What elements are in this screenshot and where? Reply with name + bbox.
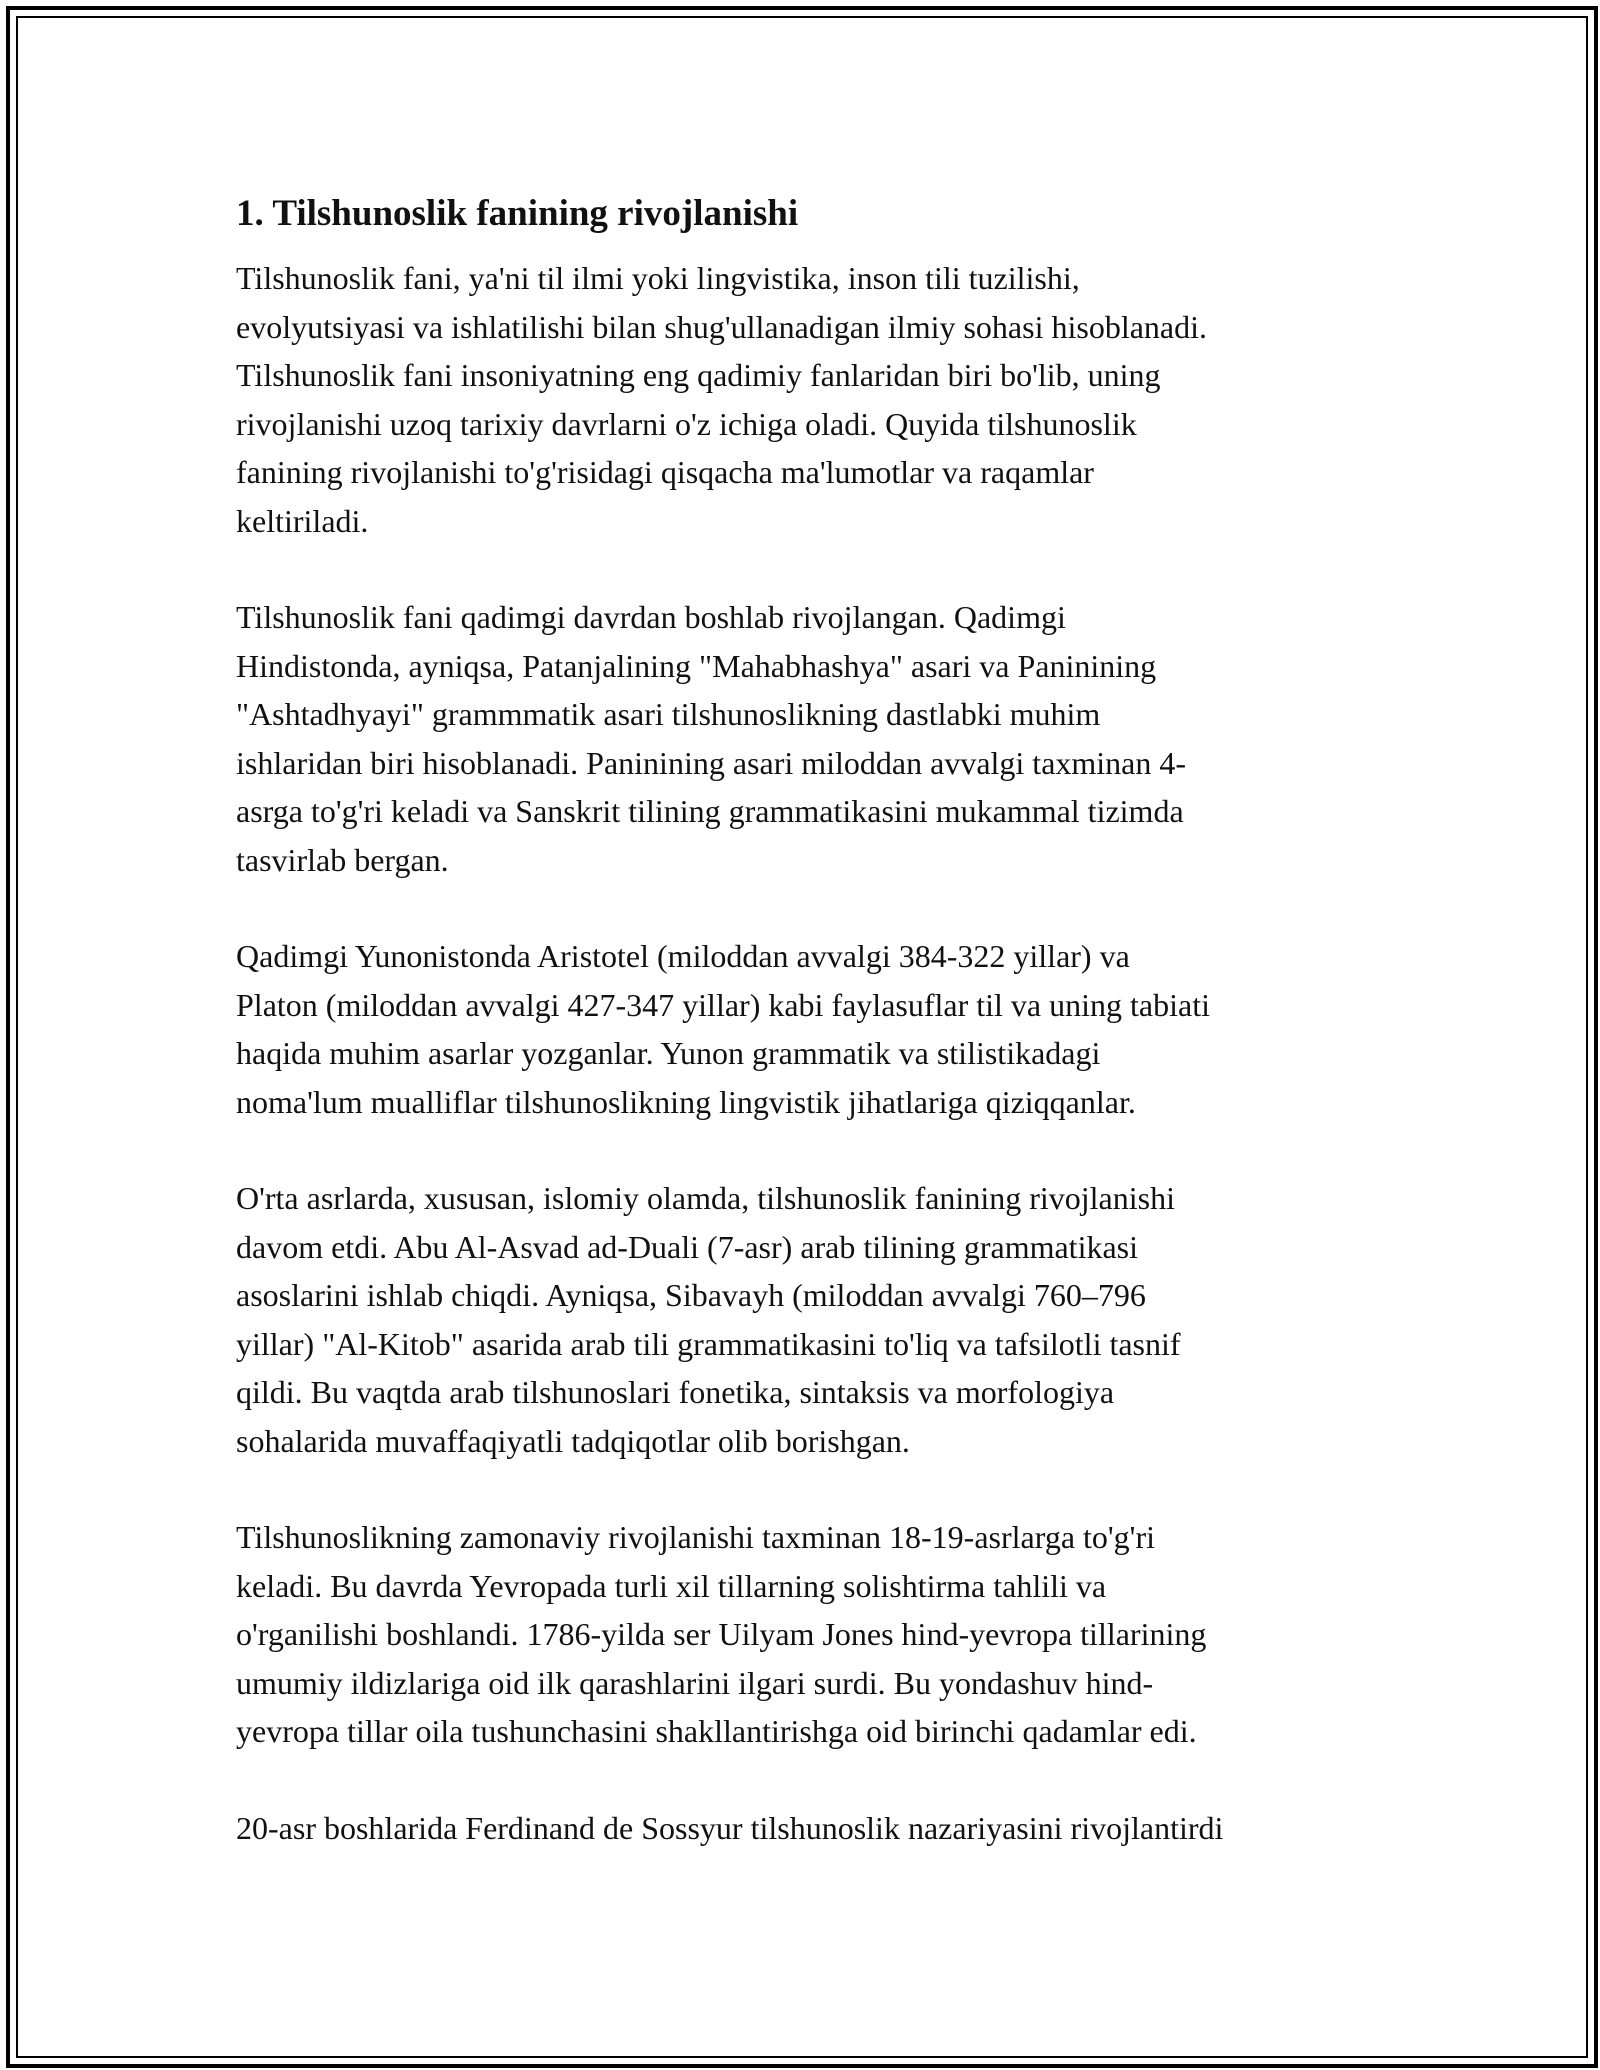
paragraph-20th-century: 20-asr boshlarida Ferdinand de Sossyur tilshunoslik nazariyasini rivojlantirdi	[236, 1809, 1224, 1846]
paragraph-ancient-greece: Qadimgi Yunonistonda Aristotel (miloddan avvalgi 384-322 yillar) va Platon (miloddan avvalgi 427-347 yillar) kabi faylasuflar til va uning tabiati haqida muhim asarlar yozganlar. Yunon grammatik va stilistikadagi noma'lum mualliflar tilshunoslikning lingvistik jihatlariga qiziqqanlar.	[236, 938, 1210, 1120]
paragraph-middle-ages: O'rta asrlarda, xususan, islomiy olamda, tilshunoslik fanining rivojlanishi davom etdi. Abu Al-Asvad ad-Duali (7-asr) arab tilining grammatikasi asoslarini ishlab chiqdi. Ayniqsa, Sibavayh (miloddan avvalgi 760–796 yillar) "Al-Kitob" asarida arab tili grammatikasini to'liq va tafsilotli tasnif qildi. Bu vaqtda arab tilshunoslari fonetika, sintaksis va morfologiya sohalarida muvaffaqiyatli tadqiqotlar olib borishgan.	[236, 1180, 1181, 1459]
paragraph-intro: Tilshunoslik fani, ya'ni til ilmi yoki lingvistika, inson tili tuzilishi, evolyutsiyasi va ishlatilishi bilan shug'ullanadigan ilmiy sohasi hisoblanadi. Tilshunoslik fani insoniyatning eng qadimiy fanlaridan biri bo'lib, uning rivojlanishi uzoq tarixiy davrlarni o'z ichiga oladi. Quyida tilshunoslik fanining rivojlanishi to'g'risidagi qisqacha ma'lumotlar va raqamlar keltiriladi.	[236, 260, 1207, 539]
paragraph-ancient-india: Tilshunoslik fani qadimgi davrdan boshlab rivojlangan. Qadimgi Hindistonda, ayniqsa, Patanjalining "Mahabhashya" asari va Paninining "Ashtadhyayi" grammmatik asari tilshunoslikning dastlabki muhim ishlaridan biri hisoblanadi. Paninining asari miloddan avvalgi taxminan 4- asrga to'g'ri keladi va Sanskrit tilining grammatikasini mukammal tizimda tasvirlab bergan.	[236, 599, 1187, 878]
document-body	[236, 188, 1386, 1900]
paragraph-modern: Tilshunoslikning zamonaviy rivojlanishi taxminan 18-19-asrlarga to'g'ri keladi. Bu davrda Yevropada turli xil tillarning solishtirma tahlili va o'rganilishi boshlandi. 1786-yilda ser Uilyam Jones hind-yevropa tillarining umumiy ildizlariga oid ilk qarashlarini ilgari surdi. Bu yondashuv hind- yevropa tillar oila tushunchasini shakllantirishga oid birinchi qadamlar edi.	[236, 1519, 1207, 1749]
section-heading: 1. Tilshunoslik fanining rivojlanishi	[236, 193, 799, 234]
